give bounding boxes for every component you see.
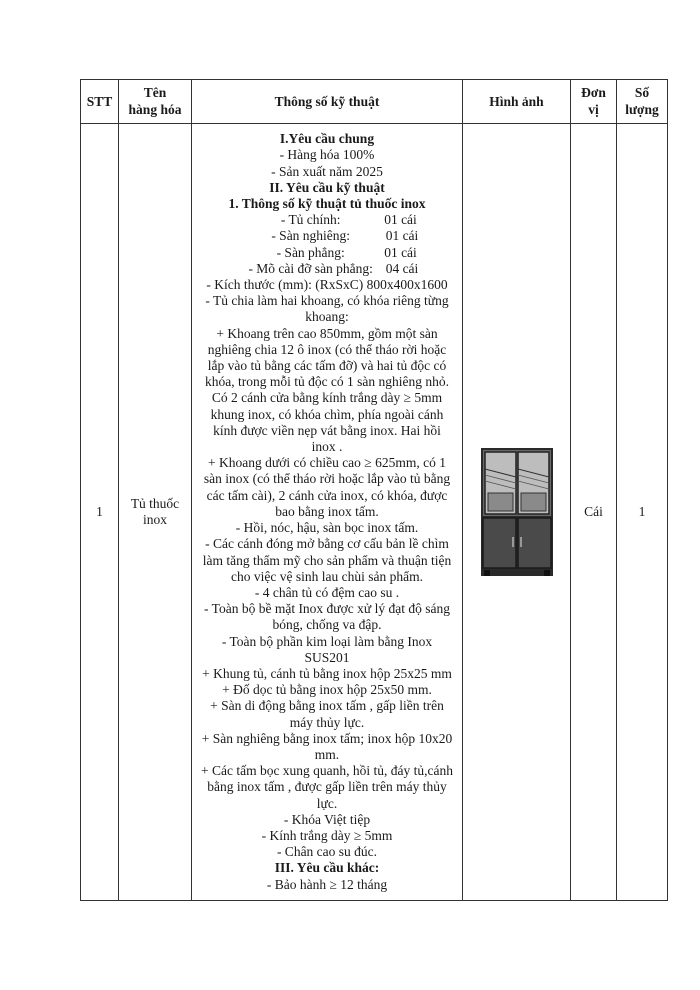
row-unit: Cái bbox=[571, 124, 617, 901]
row-image bbox=[463, 124, 571, 901]
header-quantity: Số lượng bbox=[617, 80, 668, 124]
row-quantity: 1 bbox=[617, 124, 668, 901]
component-line: - Sàn phẳng: 01 cái bbox=[276, 244, 417, 260]
component-line: - Mõ cài đỡ sàn phẳng: 04 cái bbox=[248, 260, 419, 276]
header-stt: STT bbox=[81, 80, 119, 124]
header-row bbox=[81, 80, 668, 124]
cabinet-photo bbox=[480, 447, 554, 577]
header-unit: Đơn vị bbox=[571, 80, 617, 124]
table-row bbox=[81, 124, 668, 901]
row-specification: I.Yêu cầu chung - Hàng hóa 100% - Sản xuất năm 2025 II. Yêu cầu kỹ thuật 1. Thông số kỹ thuật tủ thuốc inox - Tủ chính: 01 cái - Sàn nghiêng: 01 cái - Sàn phẳng: 01 cái - Mõ cài đỡ sàn phẳng: 04 cái - Kích thước (mm): (RxSxC) 800x400x1600 - Tủ chia làm hai khoang, có khóa riêng từng khoang: + Khoang trên cao 850mm, gồm một sàn nghiêng chia 12 ô inox (có thể tháo rời hoặc lắp vào tủ bằng các tấm đỡ) và hai tủ độc có khóa, trong mỗi tủ độc có 1 sàn nghiêng nhỏ. Có 2 cánh cửa bằng kính trắng dày ≥ 5mm khung inox, có khóa chìm, phía ngoài cánh kính được viền nẹp vát bằng inox. Hai hồi inox . + Khoang dưới có chiều cao ≥ 625mm, có 1 sàn inox (có thể tháo rời hoặc lắp vào tủ bằng các tấm cài), 2 cánh cửa inox, có khóa, được bao bằng inox tấm. - Hồi, nóc, hậu, sàn bọc inox tấm. - Các cánh đóng mở bằng cơ cấu bản lề chìm làm tăng thẩm mỹ cho sản phẩm và thuận tiện cho việc vệ sinh lau chùi sản phẩm. - 4 chân tủ có đệm cao su . - Toàn bộ bề mặt Inox được xử lý đạt độ sáng bóng, chống va đập. - Toàn bộ phần kim loại làm bằng Inox SUS201 + Khung tủ, cánh tủ bằng inox hộp 25x25 mm + Đố dọc tủ bằng inox hộp 25x50 mm. + Sàn di động bằng inox tấm , gấp liền trên máy thủy lực. + Sàn nghiêng bằng inox tấm; inox hộp 10x20 mm. + Các tấm bọc xung quanh, hồi tủ, đáy tủ,cánh bằng inox tấm , được gấp liền trên máy thủy lực. - Khóa Việt tiệp - Kính trắng dày ≥ 5mm - Chân cao su đúc. III. Yêu cầu khác: - Bảo hành ≥ 12 tháng bbox=[192, 124, 463, 901]
section-2-title: II. Yêu cầu kỹ thuật bbox=[269, 179, 385, 195]
section-2-subtitle: 1. Thông số kỹ thuật tủ thuốc inox bbox=[228, 196, 426, 212]
component-line: - Sàn nghiêng: 01 cái bbox=[271, 228, 419, 244]
header-image: Hình ảnh bbox=[463, 80, 571, 124]
row-stt: 1 bbox=[81, 124, 119, 901]
section-1-title: I.Yêu cầu chung bbox=[279, 131, 375, 147]
section-3-title: III. Yêu cầu khác: bbox=[274, 860, 380, 876]
spec-table bbox=[80, 79, 668, 901]
header-specification: Thông số kỹ thuật bbox=[192, 80, 463, 124]
component-line: - Tủ chính: 01 cái bbox=[280, 212, 417, 228]
header-item-name: Tên hàng hóa bbox=[119, 80, 192, 124]
row-item-name: Tủ thuốc inox bbox=[119, 124, 192, 901]
